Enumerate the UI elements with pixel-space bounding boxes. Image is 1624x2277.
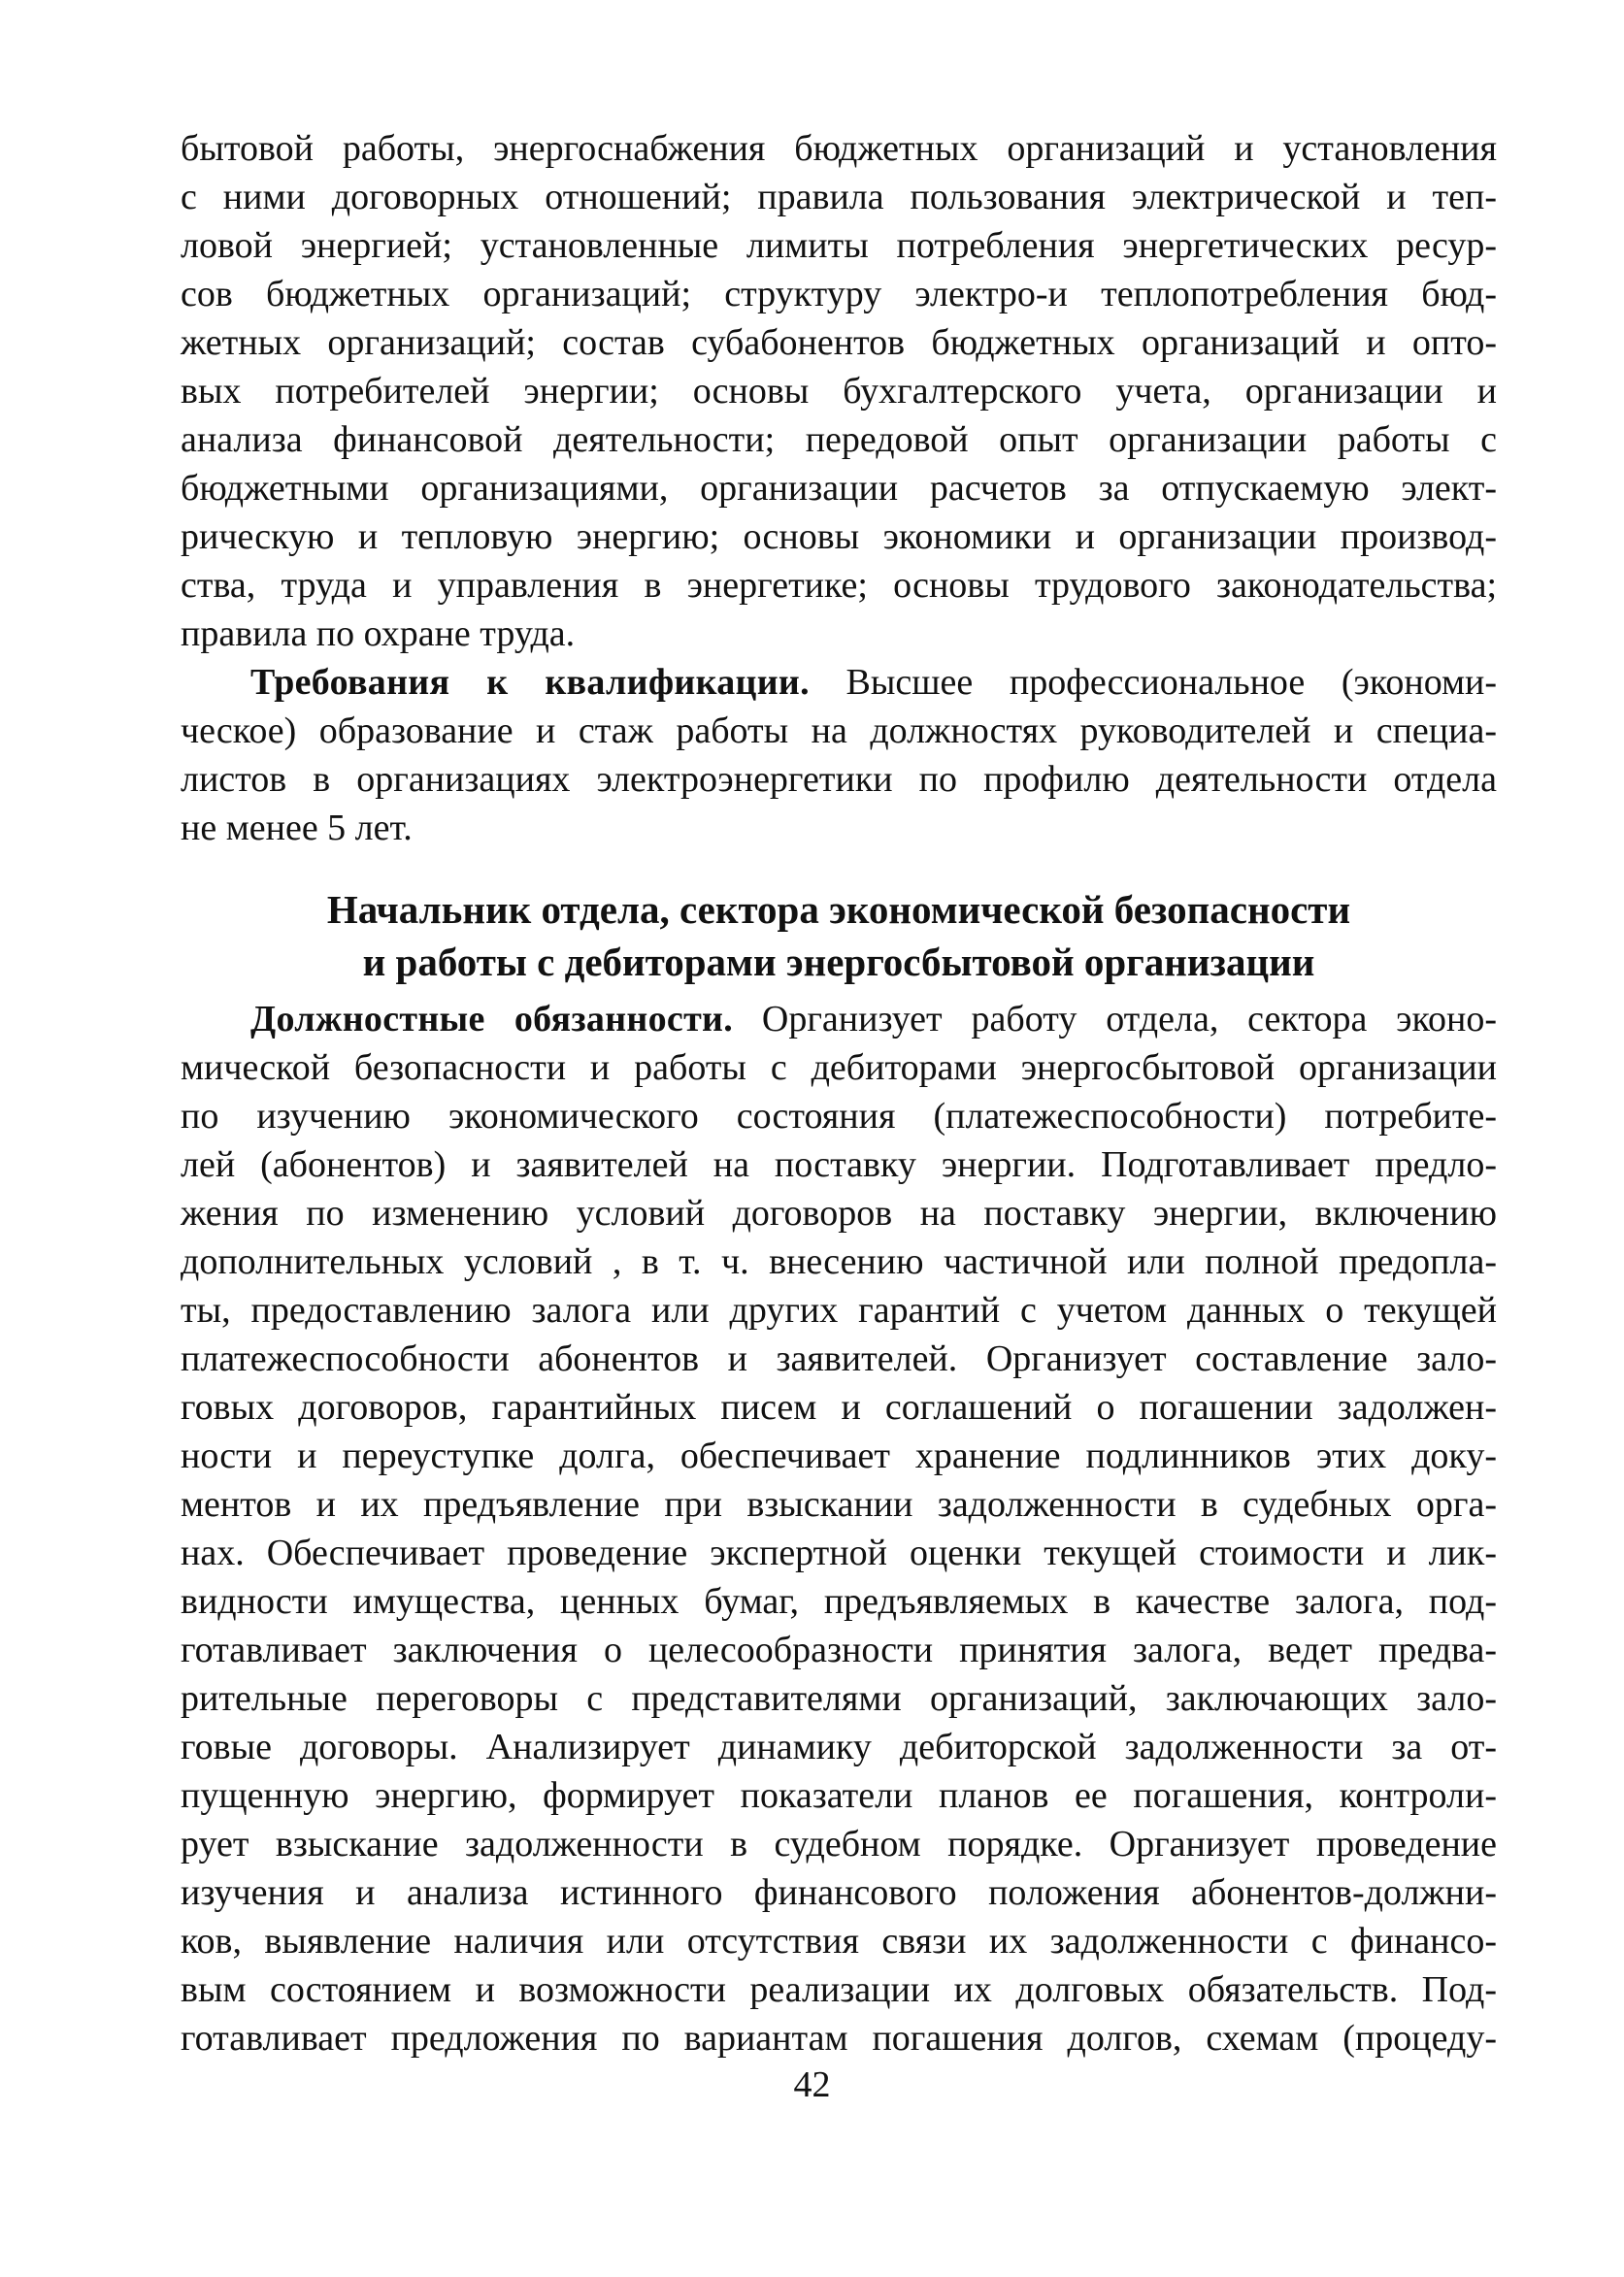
body-line: говых договоров, гарантийных писем и соглашений о погашении задолжен- xyxy=(181,1387,1497,1428)
body-line: готавливает заключения о целесообразности принятия залога, ведет предва- xyxy=(181,1630,1497,1670)
body-line: видности имущества, ценных бумаг, предъявляемых в качестве залога, под- xyxy=(181,1581,1497,1622)
body-line: ты, предоставлению залога или других гарантий с учетом данных о текущей xyxy=(181,1290,1497,1331)
body-line: жетных организаций; состав субабонентов бюджетных организаций и опто- xyxy=(181,322,1497,363)
section-title-line-1: Начальник отдела, сектора экономической безопасности xyxy=(326,887,1351,932)
body-line: бытовой работы, энергоснабжения бюджетных организаций и установления xyxy=(181,128,1497,169)
body-line: анализа финансовой деятельности; передовой опыт организации работы с xyxy=(181,419,1497,460)
body-line: правила по охране труда. xyxy=(181,613,576,654)
body-line: говые договоры. Анализирует динамику дебиторской задолженности за от- xyxy=(181,1727,1497,1767)
page-number: 42 xyxy=(793,2064,831,2105)
body-line: ков, выявление наличия или отсутствия связи их задолженности с финансо- xyxy=(181,1921,1497,1962)
body-line: бюджетными организациями, организации расчетов за отпускаемую элект- xyxy=(181,468,1497,509)
intro-paragraph xyxy=(181,124,1497,658)
requirements-paragraph xyxy=(181,658,1497,852)
body-line: по изучению экономического состояния (платежеспособности) потребите- xyxy=(181,1096,1497,1137)
requirements-first-line xyxy=(181,658,1497,707)
body-line: ловой энергией; установленные лимиты потребления энергетических ресур- xyxy=(181,225,1497,266)
duties-first-line xyxy=(181,995,1497,1043)
body-line: ности и переуступке долга, обеспечивает хранение подлинников этих доку- xyxy=(181,1436,1497,1476)
body-line: рует взыскание задолженности в судебном порядке. Организует проведение xyxy=(181,1824,1497,1864)
requirements-text: Высшее профессиональное (экономи- xyxy=(809,662,1498,703)
body-line: рическую и тепловую энергию; основы экономики и организации производ- xyxy=(181,516,1497,557)
duties-label: Должностные обязанности. xyxy=(250,999,734,1040)
body-line: пущенную энергию, формирует показатели планов ее погашения, контроли- xyxy=(181,1775,1497,1816)
body-line: лей (абонентов) и заявителей на поставку энергии. Подготавливает предло- xyxy=(181,1144,1497,1185)
body-line: ческое) образование и стаж работы на должностях руководителей и специа- xyxy=(181,710,1497,751)
body-line: платежеспособности абонентов и заявителей. Организует составление зало- xyxy=(181,1338,1497,1379)
body-line: вым состоянием и возможности реализации их долговых обязательств. Под- xyxy=(181,1969,1497,2010)
body-line: дополнительных условий , в т. ч. внесению частичной или полной предопла- xyxy=(181,1241,1497,1282)
body-line: листов в организациях электроэнергетики по профилю деятельности отдела xyxy=(181,759,1497,800)
body-line: рительные переговоры с представителями организаций, заключающих зало- xyxy=(181,1678,1497,1719)
section-title xyxy=(181,883,1497,988)
body-line: сов бюджетных организаций; структуру электро-и теплопотребления бюд- xyxy=(181,274,1497,314)
body-line: с ними договорных отношений; правила пользования электрической и теп- xyxy=(181,177,1497,217)
duties-paragraph xyxy=(181,995,1497,2062)
section-title-line-2: и работы с дебиторами энергосбытовой организации xyxy=(362,940,1315,984)
duties-text: Организует работу отдела, сектора эконо- xyxy=(733,999,1498,1040)
body-line: нах. Обеспечивает проведение экспертной оценки текущей стоимости и лик- xyxy=(181,1533,1497,1573)
body-line: жения по изменению условий договоров на поставку энергии, включению xyxy=(181,1193,1497,1234)
body-line: изучения и анализа истинного финансового положения абонентов-должни- xyxy=(181,1872,1497,1913)
body-line: готавливает предложения по вариантам погашения долгов, схемам (процеду- xyxy=(181,2018,1497,2059)
body-line: мической безопасности и работы с дебиторами энергосбытовой организации xyxy=(181,1047,1497,1088)
body-line: вых потребителей энергии; основы бухгалтерского учета, организации и xyxy=(181,371,1497,412)
body-line: ства, труда и управления в энергетике; основы трудового законодательства; xyxy=(181,565,1497,606)
requirements-label: Требования к квалификации. xyxy=(250,662,810,703)
body-line: ментов и их предъявление при взыскании задолженности в судебных орга- xyxy=(181,1484,1497,1525)
body-line: не менее 5 лет. xyxy=(181,808,413,848)
